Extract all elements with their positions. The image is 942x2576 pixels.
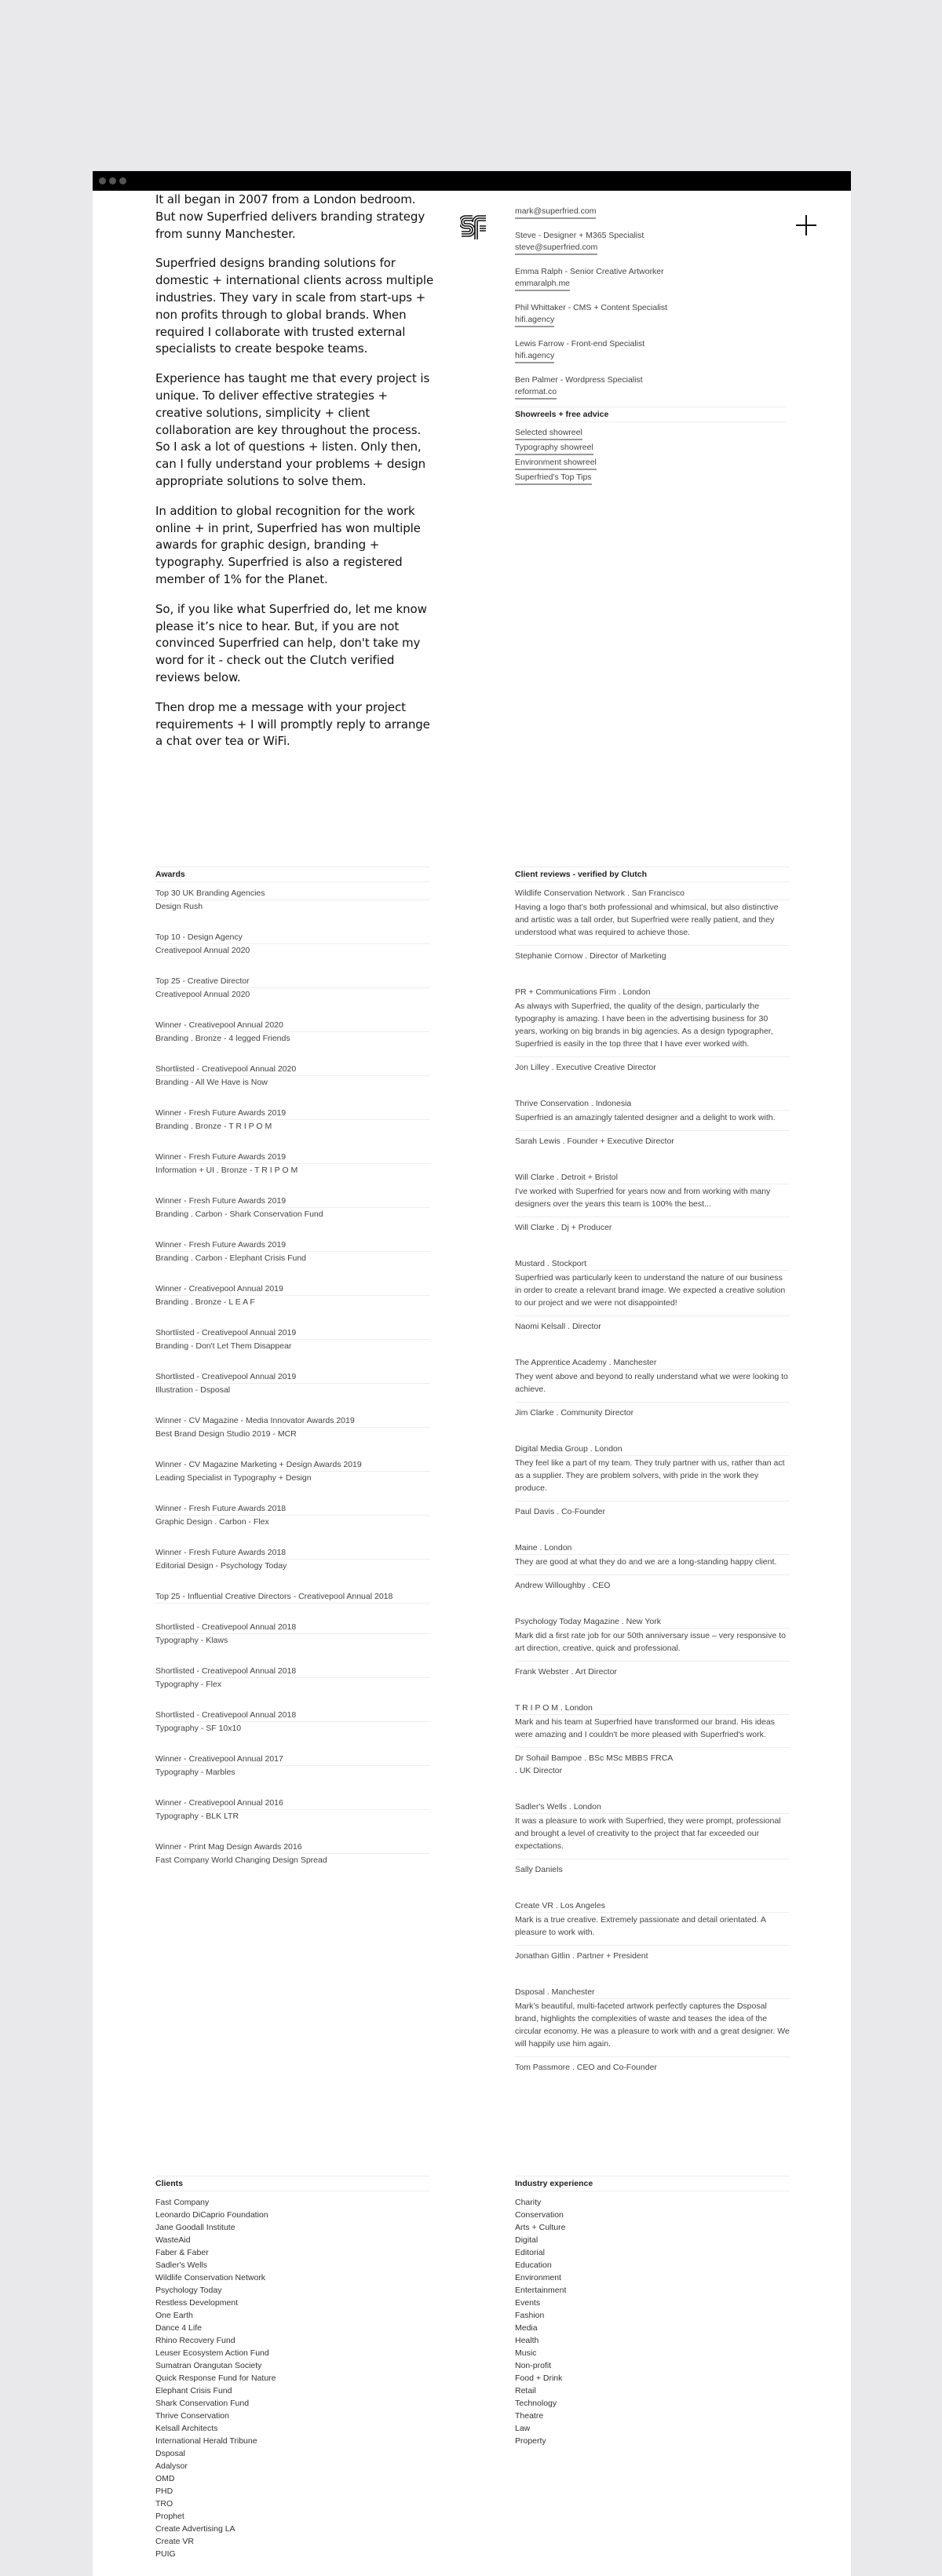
award-item (155, 931, 430, 958)
award-title: Winner - Fresh Future Awards 2019 (155, 1239, 430, 1252)
industry-item: Digital (515, 2235, 539, 2245)
review-quote: Superfried was particularly keen to understand the nature of our business in order to create a relevant brand image. We expected a creative solution to our project and we were not disappointed! (515, 1271, 790, 1316)
award-item (155, 1841, 430, 1867)
award-detail: Creativepool Annual 2020 (155, 946, 250, 955)
client-item: Jane Goodall Institute (155, 2223, 236, 2232)
client-item: OMD (155, 2474, 175, 2483)
award-detail: Branding . Bronze - L E A F (155, 1297, 255, 1307)
clients-list (155, 2196, 430, 2560)
review-item (515, 1257, 790, 1333)
award-detail: Branding - Don't Let Them Disappear (155, 1341, 292, 1351)
client-item: Sadler's Wells (155, 2260, 207, 2270)
industry-item: Environment (515, 2273, 561, 2282)
window-maximize-dot[interactable] (119, 177, 126, 184)
client-item: Quick Response Fund for Nature (155, 2373, 276, 2383)
award-detail: Leading Specialist in Typography + Design (155, 1473, 312, 1483)
award-detail: Illustration - Dsposal (155, 1385, 231, 1395)
client-item: Dance 4 Life (155, 2323, 202, 2333)
clients-section (155, 2176, 430, 2560)
award-item (155, 1239, 430, 1265)
industry-item: Property (515, 2436, 546, 2446)
award-item (155, 1063, 430, 1089)
review-client: Sadler's Wells . London (515, 1801, 790, 1814)
award-item (155, 1370, 430, 1397)
awards-section (155, 867, 430, 1885)
award-detail: Typography - BLK LTR (155, 1812, 239, 1821)
client-item: TRO (155, 2499, 173, 2508)
industry-item: Entertainment (515, 2286, 567, 2295)
award-item (155, 1019, 430, 1045)
showreel-link[interactable]: Selected showreel (515, 427, 582, 440)
client-item: Thrive Conservation (155, 2411, 229, 2421)
industry-item: Fashion (515, 2311, 545, 2320)
intro-paragraph: Experience has taught me that every project is unique. To deliver effective strategies + creative solutions, simplicity + client collaboration are key throughout the process. So I ask a lot of questions + listen. Only then, can I fully understand your problems + design appropriate solutions to solve them. (155, 371, 430, 488)
client-item: Elephant Crisis Fund (155, 2386, 232, 2395)
client-item: Adalysor (155, 2461, 188, 2471)
client-item: Leuser Ecosystem Action Fund (155, 2348, 269, 2358)
intro-paragraph: Superfried designs branding solutions for domestic + international clients across multiple industries. They vary in scale from start-ups + non profits through to global brands. When required I collaborate with trusted external specialists to create bespoke teams. (155, 256, 434, 356)
review-client: Wildlife Conservation Network . San Francisco (515, 887, 790, 900)
award-item (155, 1326, 430, 1353)
review-quote: It was a pleasure to work with Superfried, they were prompt, professional and brought a level of creativity to the project that far exceeded our expectations. (515, 1814, 790, 1859)
award-title: Shortlisted - Creativepool Annual 2020 (155, 1063, 430, 1076)
team-member-role: Ben Palmer - Wordpress Specialist (515, 375, 643, 385)
award-title: Shortlisted - Creativepool Annual 2019 (155, 1370, 430, 1384)
lower-content (155, 171, 790, 2560)
client-item: Kelsall Architects (155, 2424, 218, 2433)
award-detail: Design Rush (155, 902, 203, 911)
award-detail: Information + UI . Bronze - T R I P O M (155, 1166, 298, 1175)
award-item (155, 1753, 430, 1779)
industry-item: Non-profit (515, 2361, 552, 2370)
clients-industry-row (155, 2176, 790, 2560)
award-title: Top 30 UK Branding Agencies (155, 887, 430, 900)
team-member-link[interactable]: emmaralph.me (515, 278, 570, 291)
reviews-section (515, 867, 790, 2097)
review-item (515, 1986, 790, 2074)
client-item: International Herald Tribune (155, 2436, 257, 2446)
review-author: Sally Daniels (515, 1865, 563, 1874)
window-close-dot[interactable] (99, 177, 106, 184)
review-item (515, 1899, 790, 1962)
team-member-role: Lewis Farrow - Front-end Specialist (515, 339, 645, 348)
award-detail: Branding . Carbon - Elephant Crisis Fund (155, 1253, 307, 1263)
review-quote: They went above and beyond to really understand what we were looking to achieve. (515, 1370, 790, 1403)
review-author: Stephanie Cornow . Director of Marketing (515, 951, 666, 961)
award-item (155, 1502, 430, 1529)
awards-reviews-row (155, 867, 790, 2097)
review-quote: Mark and his team at Superfried have transformed our brand. His ideas were amazing and I couldn't be more pleased with Superfried's work. (515, 1715, 790, 1748)
award-item (155, 1709, 430, 1735)
review-quote: Mark is a true creative. Extremely passionate and detail orientated. A pleasure to work with. (515, 1913, 790, 1946)
award-title: Shortlisted - Creativepool Annual 2018 (155, 1621, 430, 1634)
review-quote: They are good at what they do and we are a long-standing happy client. (515, 1555, 790, 1575)
award-detail: Fast Company World Changing Design Spread (155, 1855, 327, 1865)
showreel-link[interactable]: Environment showreel (515, 457, 597, 470)
industry-item: Media (515, 2323, 538, 2333)
industry-item: Theatre (515, 2411, 544, 2421)
award-item (155, 887, 430, 914)
team-member-link[interactable]: hifi.agency (515, 350, 554, 363)
award-title: Shortlisted - Creativepool Annual 2019 (155, 1326, 430, 1340)
award-item (155, 975, 430, 1002)
team-member-link[interactable]: steve@superfried.com (515, 242, 597, 255)
award-detail: Branding . Carbon - Shark Conservation Fund (155, 1210, 323, 1219)
review-client: Dsposal . Manchester (515, 1986, 790, 1999)
team-member-link[interactable]: reformat.co (515, 386, 557, 400)
review-client: Mustard . Stockport (515, 1257, 790, 1271)
award-title: Winner - Print Mag Design Awards 2016 (155, 1841, 430, 1854)
review-item (515, 1542, 790, 1592)
awards-heading: Awards (155, 867, 430, 882)
award-title: Winner - Fresh Future Awards 2019 (155, 1195, 430, 1208)
review-author: Jonathan Gitlin . Partner + President (515, 1951, 648, 1961)
team-member-link[interactable]: mark@superfried.com (515, 206, 596, 219)
award-title: Top 25 - Influential Creative Directors - Creativepool Annual 2018 (155, 1590, 430, 1604)
award-detail: Typography - Flex (155, 1680, 222, 1689)
award-detail: Branding - All We Have is Now (155, 1078, 268, 1087)
industry-item: Technology (515, 2399, 557, 2408)
review-author: Sarah Lewis . Founder + Executive Director (515, 1137, 674, 1146)
intro-paragraph: In addition to global recognition for the work online + in print, Superfried has won multiple awards for graphic design, branding + typography. Superfried is also a registered member of 1% for the Planet. (155, 503, 421, 586)
intro-paragraph: So, if you like what Superfried do, let me know please it’s nice to hear. But, if you are not convinced Superfried can help, don't take my word for it - check out the Clutch verified reviews below. (155, 601, 427, 684)
client-item: Shark Conservation Fund (155, 2399, 250, 2408)
review-author: Jim Clarke . Community Director (515, 1408, 634, 1418)
award-item (155, 1414, 430, 1441)
industry-heading: Industry experience (515, 2176, 790, 2191)
review-item (515, 1097, 790, 1148)
review-quote: I've worked with Superfried for years now and from working with many designers over the years this team is 100% the best... (515, 1184, 790, 1217)
client-item: Psychology Today (155, 2286, 222, 2295)
award-item (155, 1151, 430, 1177)
award-title: Winner - Creativepool Annual 2016 (155, 1797, 430, 1810)
review-item (515, 1801, 790, 1876)
review-item (515, 1171, 790, 1234)
award-item (155, 1590, 430, 1604)
award-title: Shortlisted - Creativepool Annual 2018 (155, 1665, 430, 1678)
client-item: Prophet (155, 2512, 184, 2521)
review-quote: Having a logo that’s both professional and whimsical, but also distinctive and artistic was a tall order, but Superfried were really patient, and they understood what was required to achieve those. (515, 900, 790, 946)
browser-window (93, 171, 851, 2576)
client-item: PHD (155, 2487, 173, 2496)
review-author: Jon Lilley . Executive Creative Director (515, 1063, 656, 1072)
review-author: Naomi Kelsall . Director (515, 1322, 601, 1331)
awards-list (155, 887, 430, 1867)
industry-list (515, 2196, 790, 2447)
client-item: PUIG (155, 2549, 176, 2559)
award-title: Winner - Creativepool Annual 2017 (155, 1753, 430, 1766)
team-member-role: Steve - Designer + M365 Specialist (515, 231, 644, 240)
industry-item: Events (515, 2298, 541, 2308)
award-title: Top 25 - Creative Director (155, 975, 430, 988)
award-item (155, 1665, 430, 1691)
review-author: Paul Davis . Co-Founder (515, 1507, 605, 1516)
team-member-role: Emma Ralph - Senior Creative Artworker (515, 267, 664, 276)
client-item: One Earth (155, 2311, 193, 2320)
award-title: Winner - Fresh Future Awards 2019 (155, 1107, 430, 1120)
industry-item: Education (515, 2260, 552, 2270)
industry-item: Editorial (515, 2248, 545, 2257)
review-quote: Mark did a first rate job for our 50th anniversary issue – very responsive to art direction, creative, quick and professional. (515, 1629, 790, 1662)
review-quote: They feel like a part of my team. They truly partner with us, rather than act as a supplier. They are problem solvers, with pride in the work they produce. (515, 1456, 790, 1501)
intro-paragraph: It all began in 2007 from a London bedroom. But now Superfried delivers branding strategy from sunny Manchester. (155, 192, 425, 241)
award-item (155, 1283, 430, 1309)
client-item: Create VR (155, 2537, 195, 2546)
award-detail: Best Brand Design Studio 2019 - MCR (155, 1429, 297, 1439)
award-title: Winner - CV Magazine - Media Innovator Awards 2019 (155, 1414, 430, 1428)
review-client: Will Clarke . Detroit + Bristol (515, 1171, 790, 1184)
review-client: Maine . London (515, 1542, 790, 1555)
award-item (155, 1621, 430, 1647)
award-item (155, 1195, 430, 1221)
client-item: WasteAid (155, 2235, 191, 2245)
industry-item: Health (515, 2336, 539, 2345)
review-author: Andrew Willoughby . CEO (515, 1581, 611, 1590)
client-item: Create Advertising LA (155, 2524, 236, 2534)
client-item: Sumatran Orangutan Society (155, 2361, 262, 2370)
industry-item: Music (515, 2348, 537, 2358)
review-client: Psychology Today Magazine . New York (515, 1615, 790, 1629)
client-item: Leonardo DiCaprio Foundation (155, 2210, 268, 2220)
review-item (515, 1443, 790, 1518)
client-item: Restless Development (155, 2298, 239, 2308)
industry-item: Conservation (515, 2210, 564, 2220)
award-detail: Creativepool Annual 2020 (155, 990, 250, 999)
review-client: Digital Media Group . London (515, 1443, 790, 1456)
award-detail: Typography - SF 10x10 (155, 1724, 242, 1733)
review-quote: As always with Superfried, the quality of the design, particularly the typography is amazing. I have been in the advertising business for 30 years, working on big brands in big agencies. As a design typographer, Superfried is easily in the top three that I have ever worked with. (515, 999, 790, 1057)
award-detail: Typography - Klaws (155, 1636, 228, 1645)
team-member-link[interactable]: hifi.agency (515, 314, 554, 327)
award-detail: Editorial Design - Psychology Today (155, 1561, 287, 1571)
review-author: Dr Sohail Bampoe . BSc MSc MBBS FRCA . UK Director (515, 1753, 674, 1775)
award-item (155, 1107, 430, 1133)
review-author: Frank Webster . Art Director (515, 1667, 617, 1677)
award-detail: Branding . Bronze - T R I P O M (155, 1122, 272, 1131)
award-title: Winner - Creativepool Annual 2020 (155, 1019, 430, 1032)
award-title: Winner - CV Magazine Marketing + Design Awards 2019 (155, 1458, 430, 1472)
award-title: Winner - Fresh Future Awards 2018 (155, 1546, 430, 1560)
menu-plus-icon[interactable] (796, 215, 816, 235)
intro-paragraph: Then drop me a message with your project requirements + I will promptly reply to arrange a chat over tea or WiFi. (155, 699, 430, 749)
review-client: Thrive Conservation . Indonesia (515, 1097, 790, 1111)
industry-item: Food + Drink (515, 2373, 563, 2383)
award-item (155, 1797, 430, 1823)
client-item: Fast Company (155, 2198, 210, 2207)
award-item (155, 1546, 430, 1573)
industry-item: Law (515, 2424, 531, 2433)
review-item (515, 1615, 790, 1678)
industry-item: Retail (515, 2386, 536, 2395)
reviews-list (515, 887, 790, 2074)
client-item: Rhino Recovery Fund (155, 2336, 236, 2345)
award-item (155, 1458, 430, 1485)
award-detail: Graphic Design . Carbon - Flex (155, 1517, 269, 1527)
review-quote: Mark’s beautiful, multi-faceted artwork perfectly captures the Dsposal brand, highlights the complexities of waste and teases the idea of the circular economy. He was a pleasure to work with and a great designer. We will happily use him again. (515, 1999, 790, 2057)
review-item (515, 887, 790, 962)
window-title-bar (93, 171, 851, 191)
industry-item: Arts + Culture (515, 2223, 566, 2232)
award-title: Shortlisted - Creativepool Annual 2018 (155, 1709, 430, 1722)
review-client: T R I P O M . London (515, 1702, 790, 1715)
showreels-heading: Showreels + free advice (515, 407, 787, 422)
award-detail: Branding . Bronze - 4 legged Friends (155, 1034, 290, 1043)
team-member-role: Phil Whittaker - CMS + Content Specialist (515, 303, 668, 312)
window-minimize-dot[interactable] (109, 177, 116, 184)
review-item (515, 1356, 790, 1419)
client-item: Faber & Faber (155, 2248, 209, 2257)
review-client: Create VR . Los Angeles (515, 1899, 790, 1913)
review-item (515, 986, 790, 1074)
showreel-link[interactable]: Superfried's Top Tips (515, 472, 592, 485)
clients-heading: Clients (155, 2176, 430, 2191)
award-title: Winner - Fresh Future Awards 2018 (155, 1502, 430, 1516)
award-title: Top 10 - Design Agency (155, 931, 430, 944)
showreel-link[interactable]: Typography showreel (515, 442, 593, 455)
client-item: Wildlife Conservation Network (155, 2273, 266, 2282)
industry-item: Charity (515, 2198, 542, 2207)
reviews-heading: Client reviews - verified by Clutch (515, 867, 790, 882)
review-client: The Apprentice Academy . Manchester (515, 1356, 790, 1370)
review-author: Tom Passmore . CEO and Co-Founder (515, 2063, 657, 2072)
client-item: Dsposal (155, 2449, 185, 2458)
review-client: PR + Communications Firm . London (515, 986, 790, 999)
award-title: Winner - Creativepool Annual 2019 (155, 1283, 430, 1296)
award-title: Winner - Fresh Future Awards 2019 (155, 1151, 430, 1164)
review-item (515, 1702, 790, 1777)
review-quote: Superfried is an amazingly talented designer and a delight to work with. (515, 1111, 790, 1131)
review-author: Will Clarke . Dj + Producer (515, 1223, 612, 1232)
award-detail: Typography - Marbles (155, 1768, 236, 1777)
industry-section (515, 2176, 790, 2447)
